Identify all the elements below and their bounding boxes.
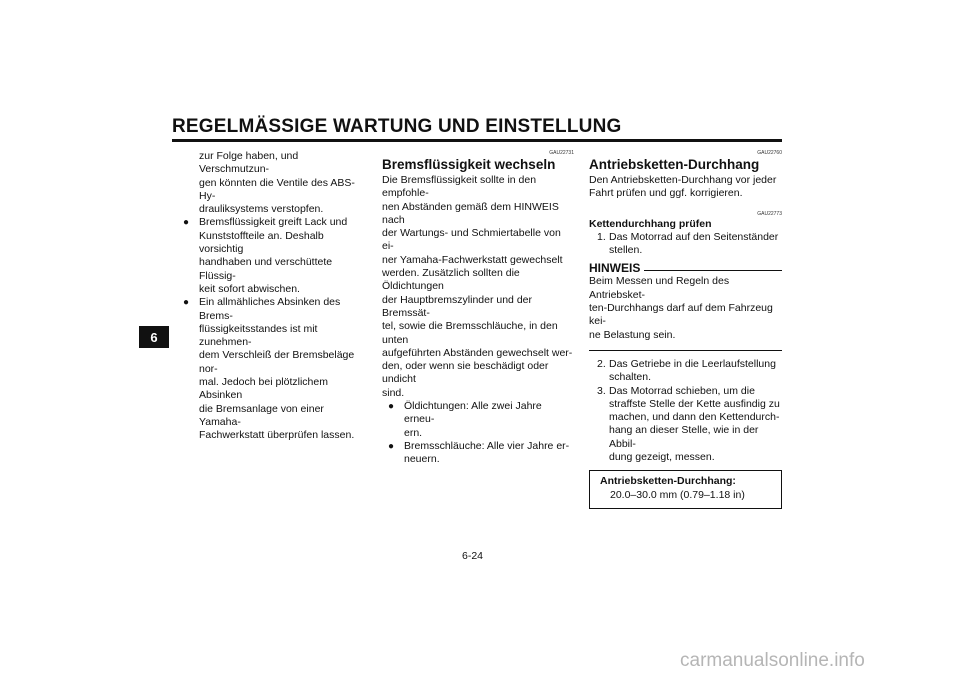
section-heading-chain-slack: Antriebsketten-Durchhang [589, 157, 760, 172]
text-line: ten-Durchhangs darf auf dem Fahrzeug kei- [589, 302, 773, 328]
text-line: Öldichtungen: Alle zwei Jahre erneu- [404, 400, 542, 426]
step-number: 3. [597, 384, 606, 397]
text-line: nen Abständen gemäß dem HINWEIS nach [382, 200, 559, 226]
step-item [589, 385, 782, 465]
text-line: dung gezeigt, messen. [609, 451, 715, 464]
bullet-item [172, 296, 368, 442]
text-line: Ein allmähliches Absinken des Brems- [199, 296, 341, 322]
page-number: 6-24 [462, 550, 484, 562]
body-text [382, 174, 574, 400]
text-line: aufgeführten Abständen gewechselt wer- [382, 346, 573, 359]
text-line: neuern. [404, 453, 440, 466]
text-line: dem Verschleiß der Bremsbeläge nor- [199, 349, 355, 375]
text-line: werden. Zusätzlich sollten die Öldichtungen [382, 267, 520, 293]
text-line: Fachwerkstatt überprüfen lassen. [199, 429, 355, 442]
text-line: ner Yamaha-Fachwerkstatt gewechselt [382, 253, 563, 266]
text-line: drauliksystems verstopfen. [199, 203, 324, 216]
note-label: HINWEIS [589, 261, 641, 276]
step-number: 2. [597, 357, 606, 370]
text-line: keit sofort abwischen. [199, 282, 300, 295]
bullet-icon: ● [183, 297, 190, 309]
watermark[interactable]: carmanualsonline.info [680, 650, 865, 671]
continued-text [172, 150, 368, 216]
section-heading-brake-fluid: Bremsflüssigkeit wechseln [382, 157, 556, 172]
text-line: der Hauptbremszylinder und der Bremssät- [382, 293, 532, 319]
text-line: Die Bremsflüssigkeit sollte in den empfohle- [382, 174, 537, 200]
text-line: ne Belastung sein. [589, 328, 676, 341]
text-line: schalten. [609, 371, 652, 384]
chapter-tab[interactable]: 6 [139, 326, 169, 348]
text-line: Fahrt prüfen und ggf. korrigieren. [589, 187, 743, 200]
text-line: straffste Stelle der Kette ausfindig zu [609, 397, 780, 410]
column-3 [589, 150, 782, 509]
text-line: stellen. [609, 243, 643, 256]
text-line: Kunststoffteile an. Deshalb vorsichtig [199, 229, 324, 256]
note-end-rule [589, 350, 782, 351]
text-line: gen könnten die Ventile des ABS-Hy- [199, 176, 355, 202]
note-text [589, 275, 782, 341]
text-line: ern. [404, 426, 423, 439]
text-line: sind. [382, 386, 405, 399]
interval-bullets [382, 400, 574, 466]
column-1 [172, 150, 368, 443]
bullet-icon: ● [388, 401, 395, 413]
steps-list [589, 231, 782, 258]
spec-label: Antriebsketten-Durchhang: [600, 475, 736, 488]
reference-code: GAU22760 [757, 150, 782, 156]
text-line: machen, und dann den Kettendurch- [609, 411, 780, 424]
text-line: Bremsflüssigkeit greift Lack und [199, 216, 348, 229]
step-number: 1. [597, 230, 606, 243]
text-line: hang an dieser Stelle, wie in der Abbil- [609, 424, 759, 450]
text-line: Das Motorrad auf den Seitenständer [609, 230, 779, 243]
text-line: die Bremsanlage von einer Yamaha- [199, 402, 324, 428]
text-line: Den Antriebsketten-Durchhang vor jeder [589, 174, 777, 186]
page-title: REGELMÄSSIGE WARTUNG UND EINSTELLUNG [172, 116, 622, 137]
reference-code: GAU22773 [757, 210, 782, 217]
intro-text [589, 174, 782, 201]
reference-code: GAU22731 [549, 150, 574, 156]
note-rule [644, 270, 782, 271]
column-2 [382, 150, 574, 467]
bullet-icon: ● [388, 440, 395, 452]
text-line: den, oder wenn sie beschädigt oder undicht [382, 360, 549, 386]
text-line: Das Motorrad schieben, um die [609, 384, 755, 397]
spec-box [589, 470, 782, 509]
sub-heading-check-slack: Kettendurchhang prüfen [589, 217, 712, 230]
text-line: Das Getriebe in die Leerlaufstellung [609, 357, 776, 370]
steps-list [589, 358, 782, 464]
warning-bullets [172, 216, 368, 442]
spec-value: 20.0–30.0 mm (0.79–1.18 in) [610, 488, 745, 501]
step-item [589, 358, 782, 385]
text-line: handhaben und verschüttete Flüssig- [199, 256, 333, 282]
bullet-icon: ● [183, 217, 190, 229]
bullet-item [382, 400, 574, 440]
text-line: der Wartungs- und Schmiertabelle von ei- [382, 227, 561, 253]
title-rule [172, 139, 782, 142]
text-line: Beim Messen und Regeln des Antriebsket- [589, 275, 730, 301]
text-line: zur Folge haben, und Verschmutzun- [199, 150, 299, 176]
note-header [589, 262, 782, 275]
text-line: tel, sowie die Bremsschläuche, in den unten [382, 320, 558, 346]
text-line: mal. Jedoch bei plötzlichem Absinken [199, 376, 328, 402]
text-line: Bremsschläuche: Alle vier Jahre er- [404, 439, 570, 452]
bullet-item [172, 216, 368, 296]
text-line: flüssigkeitsstandes ist mit zunehmen- [199, 322, 318, 349]
step-item [589, 231, 782, 258]
bullet-item [382, 440, 574, 467]
